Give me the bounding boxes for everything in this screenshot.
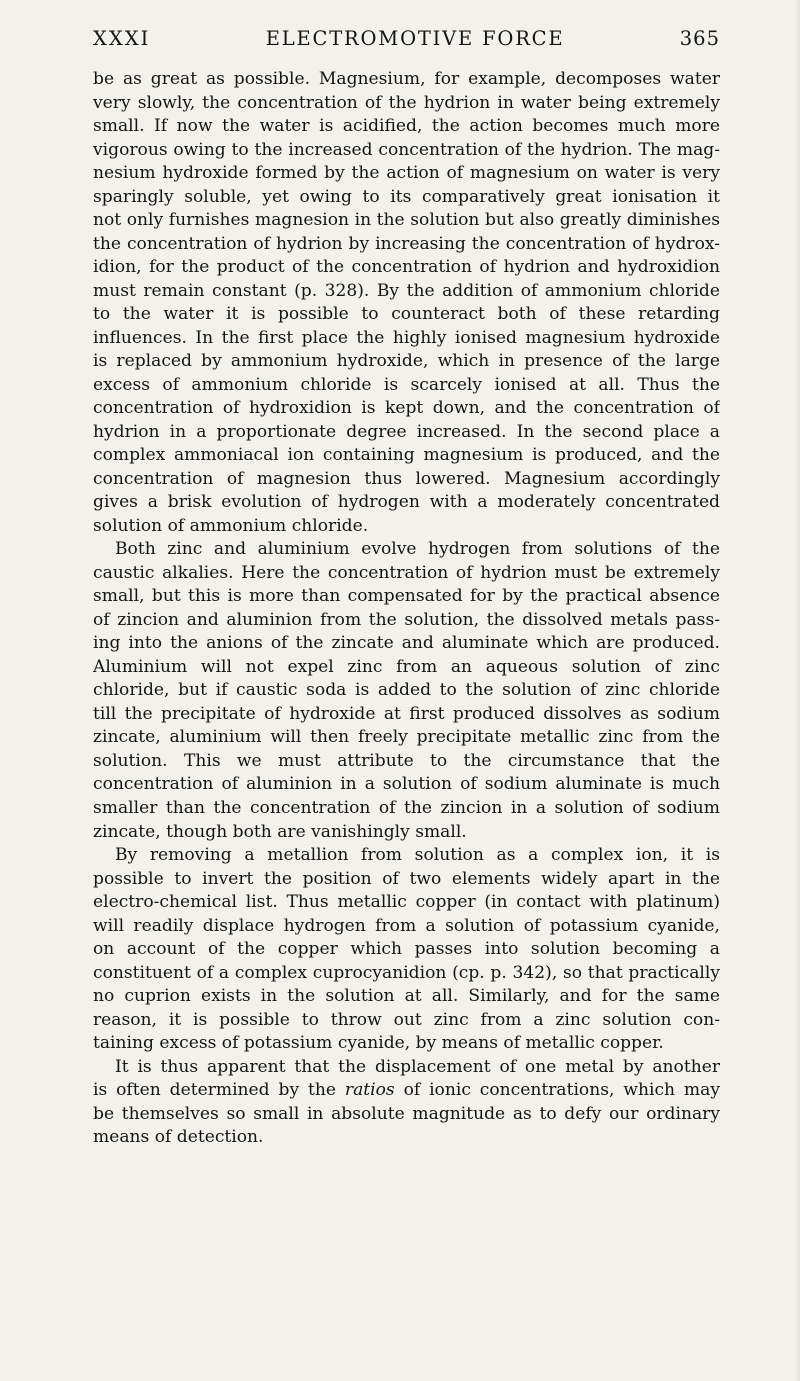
- text-line: zincate, though both are vanishingly small.: [93, 821, 467, 842]
- text-line: to the water it is possible to counteract both of these retarding: [93, 304, 720, 325]
- text-line: no cuprion exists in the solution at all. Similarly, and for the same: [93, 986, 720, 1007]
- text-line: reason, it is possible to throw out zinc from a zinc solution con-: [93, 1009, 720, 1030]
- text-line: will readily displace hydrogen from a solution of potassium cyanide,: [93, 915, 720, 936]
- paragraph: [93, 844, 720, 1056]
- text-line: influences. In the first place the highly ionised magnesium hydroxide: [93, 327, 720, 348]
- text-line: excess of ammonium chloride is scarcely ionised at all. Thus the: [93, 374, 720, 395]
- text-line: complex ammoniacal ion containing magnesium is produced, and the: [93, 445, 720, 466]
- text-line: electro-chemical list. Thus metallic copper (in contact with platinum): [93, 892, 720, 913]
- text-line: not only furnishes magnesion in the solution but also greatly diminishes: [93, 210, 720, 231]
- text-line: possible to invert the position of two elements widely apart in the: [93, 868, 720, 889]
- paragraph: [93, 538, 720, 844]
- text-line: small. If now the water is acidified, the action becomes much more: [93, 116, 720, 137]
- running-head: [93, 28, 720, 68]
- text-line: idion, for the product of the concentration of hydrion and hydroxidion: [93, 257, 720, 278]
- text-line: on account of the copper which passes into solution becoming a: [93, 939, 720, 960]
- text-line: is often determined by the ratios of ionic concentrations, which may: [93, 1080, 720, 1101]
- text-line: very slowly, the concentration of the hydrion in water being extremely: [93, 92, 720, 113]
- text-line: nesium hydroxide formed by the action of magnesium on water is very: [93, 163, 720, 184]
- body-text: [93, 68, 720, 1150]
- text-line: Both zinc and aluminium evolve hydrogen from solutions of the: [115, 539, 720, 560]
- text-line: is replaced by ammonium hydroxide, which in presence of the large: [93, 351, 720, 372]
- text-line: be as great as possible. Magnesium, for example, decomposes water: [93, 69, 720, 89]
- text-line: chloride, but if caustic soda is added to the solution of zinc chloride: [93, 680, 720, 701]
- text-line: taining excess of potassium cyanide, by means of metallic copper.: [93, 1033, 664, 1054]
- text-line: concentration of magnesion thus lowered. Magnesium accordingly: [93, 468, 720, 489]
- text-line: solution of ammonium chloride.: [93, 515, 369, 536]
- chapter-number: XXXI: [93, 27, 151, 50]
- text-line: It is thus apparent that the displacement of one metal by another: [115, 1056, 720, 1077]
- text-line: small, but this is more than compensated for by the practical absence: [93, 586, 720, 607]
- paragraph: [93, 68, 720, 538]
- text-line: the concentration of hydrion by increasing the concentration of hydrox-: [93, 233, 720, 254]
- text-line: ing into the anions of the zincate and aluminate which are produced.: [93, 633, 720, 654]
- text-line: zincate, aluminium will then freely precipitate metallic zinc from the: [93, 727, 720, 748]
- text-line: hydrion in a proportionate degree increased. In the second place a: [93, 421, 720, 442]
- text-line: till the precipitate of hydroxide at first produced dissolves as sodium: [93, 703, 720, 724]
- text-line: sparingly soluble, yet owing to its comparatively great ionisation it: [93, 186, 720, 207]
- running-title: ELECTROMOTIVE FORCE: [265, 27, 565, 50]
- text-line: means of detection.: [93, 1127, 264, 1148]
- text-line: smaller than the concentration of the zincion in a solution of sodium: [93, 797, 720, 818]
- text-line: of zincion and aluminion from the solution, the dissolved metals pass-: [93, 609, 720, 630]
- page-edge: [794, 0, 800, 1381]
- text-line: By removing a metallion from solution as a complex ion, it is: [115, 845, 720, 866]
- text-line: concentration of aluminion in a solution of sodium aluminate is much: [93, 774, 720, 795]
- text-line: solution. This we must attribute to the circumstance that the: [93, 750, 720, 771]
- text-line: concentration of hydroxidion is kept down, and the concentration of: [93, 398, 720, 419]
- text-line: Aluminium will not expel zinc from an aqueous solution of zinc: [93, 656, 720, 677]
- text-line: constituent of a complex cuprocyanidion (cp. p. 342), so that practically: [93, 962, 720, 983]
- text-line: caustic alkalies. Here the concentration of hydrion must be extremely: [93, 562, 720, 583]
- paragraph: [93, 1056, 720, 1150]
- text-line: vigorous owing to the increased concentration of the hydrion. The mag-: [93, 139, 720, 160]
- text-line: must remain constant (p. 328). By the addition of ammonium chloride: [93, 280, 720, 301]
- page-number: 365: [679, 27, 720, 50]
- text-line: gives a brisk evolution of hydrogen with a moderately concentrated: [93, 492, 720, 513]
- text-line: be themselves so small in absolute magnitude as to defy our ordinary: [93, 1103, 720, 1124]
